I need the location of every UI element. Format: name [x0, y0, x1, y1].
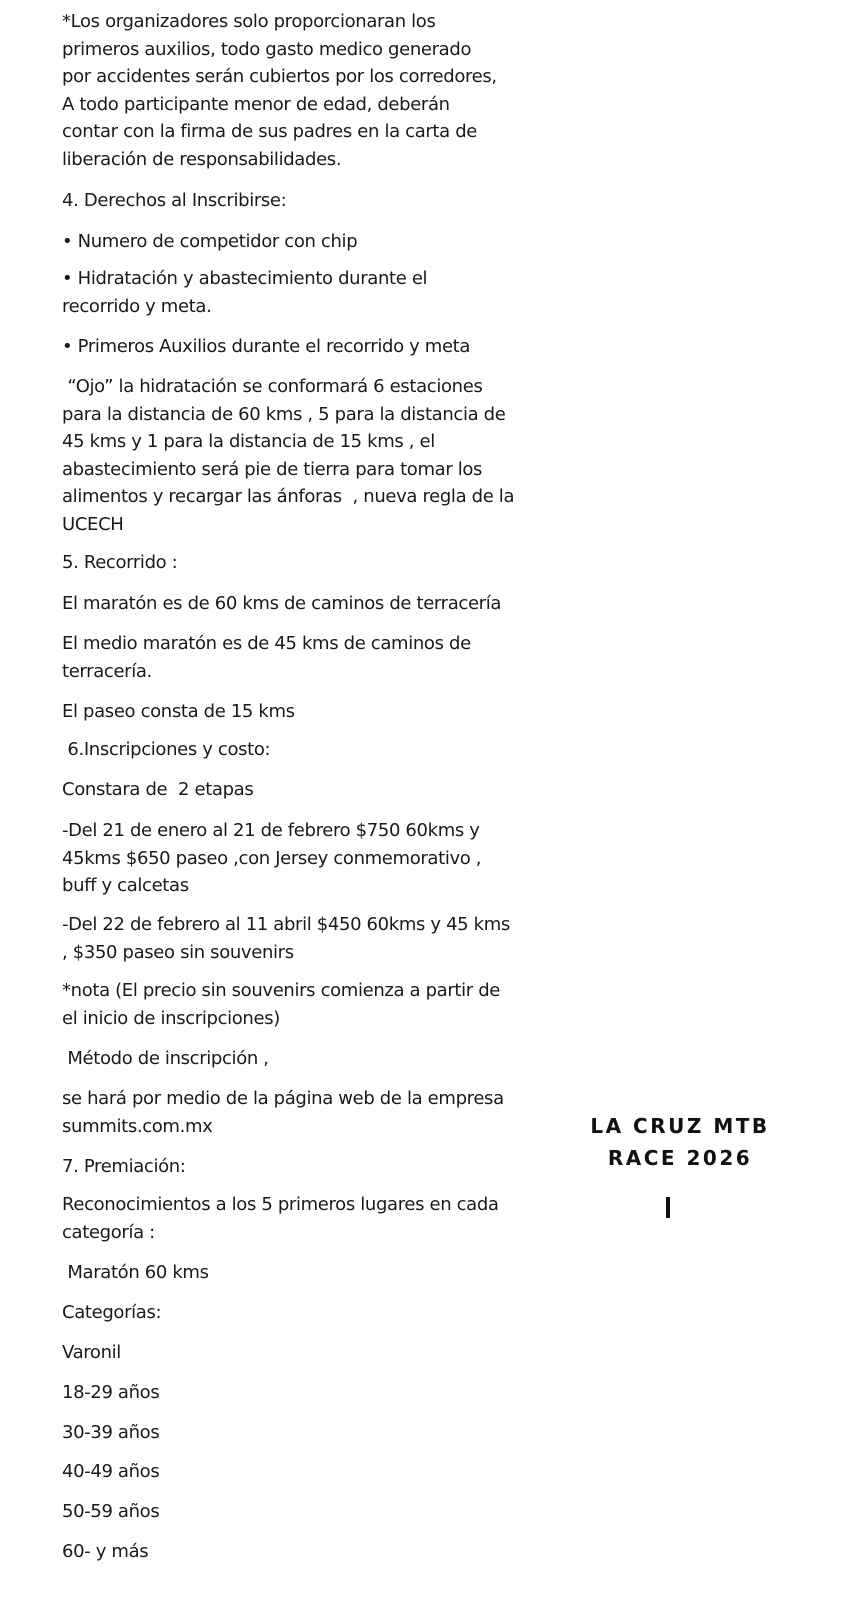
awards-description: Reconocimientos a los 5 primeros lugares en cada categoría : [62, 1194, 499, 1243]
registration-method: Método de inscripción , [62, 1048, 269, 1069]
category-varonil: Varonil [62, 1342, 121, 1363]
event-title-line-1: LA CRUZ MTB [590, 1114, 770, 1138]
age-group-50-59: 50-59 años [62, 1501, 160, 1522]
stage-1-pricing: -Del 21 de enero al 21 de febrero $750 60kms y 45kms $650 paseo ,con Jersey conmemorativo , buff y calcetas [62, 820, 482, 896]
marathon-60-heading: Maratón 60 kms [62, 1262, 209, 1283]
section-6-heading: 6.Inscripciones y costo: [62, 739, 271, 760]
stage-2-pricing: -Del 22 de febrero al 11 abril $450 60kms y 45 kms , $350 paseo sin souvenirs [62, 914, 510, 963]
section-5-heading: 5. Recorrido : [62, 552, 178, 573]
categories-heading: Categorías: [62, 1302, 162, 1323]
route-half-marathon: El medio maratón es de 45 kms de caminos de terracería. [62, 633, 471, 682]
age-group-18-29: 18-29 años [62, 1382, 160, 1403]
bullet-hydration: • Hidratación y abastecimiento durante el recorrido y meta. [62, 268, 428, 317]
age-group-60-plus: 60- y más [62, 1541, 149, 1562]
registration-website: se hará por medio de la página web de la empresa summits.com.mx [62, 1088, 504, 1137]
pricing-note: *nota (El precio sin souvenirs comienza a partir de el inicio de inscripciones) [62, 980, 500, 1029]
section-4-heading: 4. Derechos al Inscribirse: [62, 190, 287, 211]
section-7-heading: 7. Premiación: [62, 1156, 186, 1177]
stages-intro: Constara de 2 etapas [62, 779, 254, 800]
route-marathon: El maratón es de 60 kms de caminos de terracería [62, 593, 502, 614]
bullet-first-aid: • Primeros Auxilios durante el recorrido y meta [62, 336, 471, 357]
bullet-chip: • Numero de competidor con chip [62, 231, 358, 252]
event-title-line-2: RACE 2026 [607, 1146, 753, 1170]
route-ride: El paseo consta de 15 kms [62, 701, 295, 722]
age-group-40-49: 40-49 años [62, 1461, 160, 1482]
hydration-note: “Ojo” la hidratación se conformará 6 estaciones para la distancia de 60 kms , 5 para la distancia de 45 kms y 1 para la distancia de 15 kms , el abastecimiento será pie de tierra para tomar los alimentos y recargar las ánforas , nueva regla de la UCECH [62, 376, 515, 535]
text-cursor-icon [666, 1197, 670, 1218]
disclaimer-paragraph: *Los organizadores solo proporcionaran los primeros auxilios, todo gasto medico generado por accidentes serán cubiertos por los corredores, A todo participante menor de edad, deberán contar con la firma de sus padres en la carta de liberación de responsabilidades. [62, 11, 497, 170]
age-group-30-39: 30-39 años [62, 1422, 160, 1443]
